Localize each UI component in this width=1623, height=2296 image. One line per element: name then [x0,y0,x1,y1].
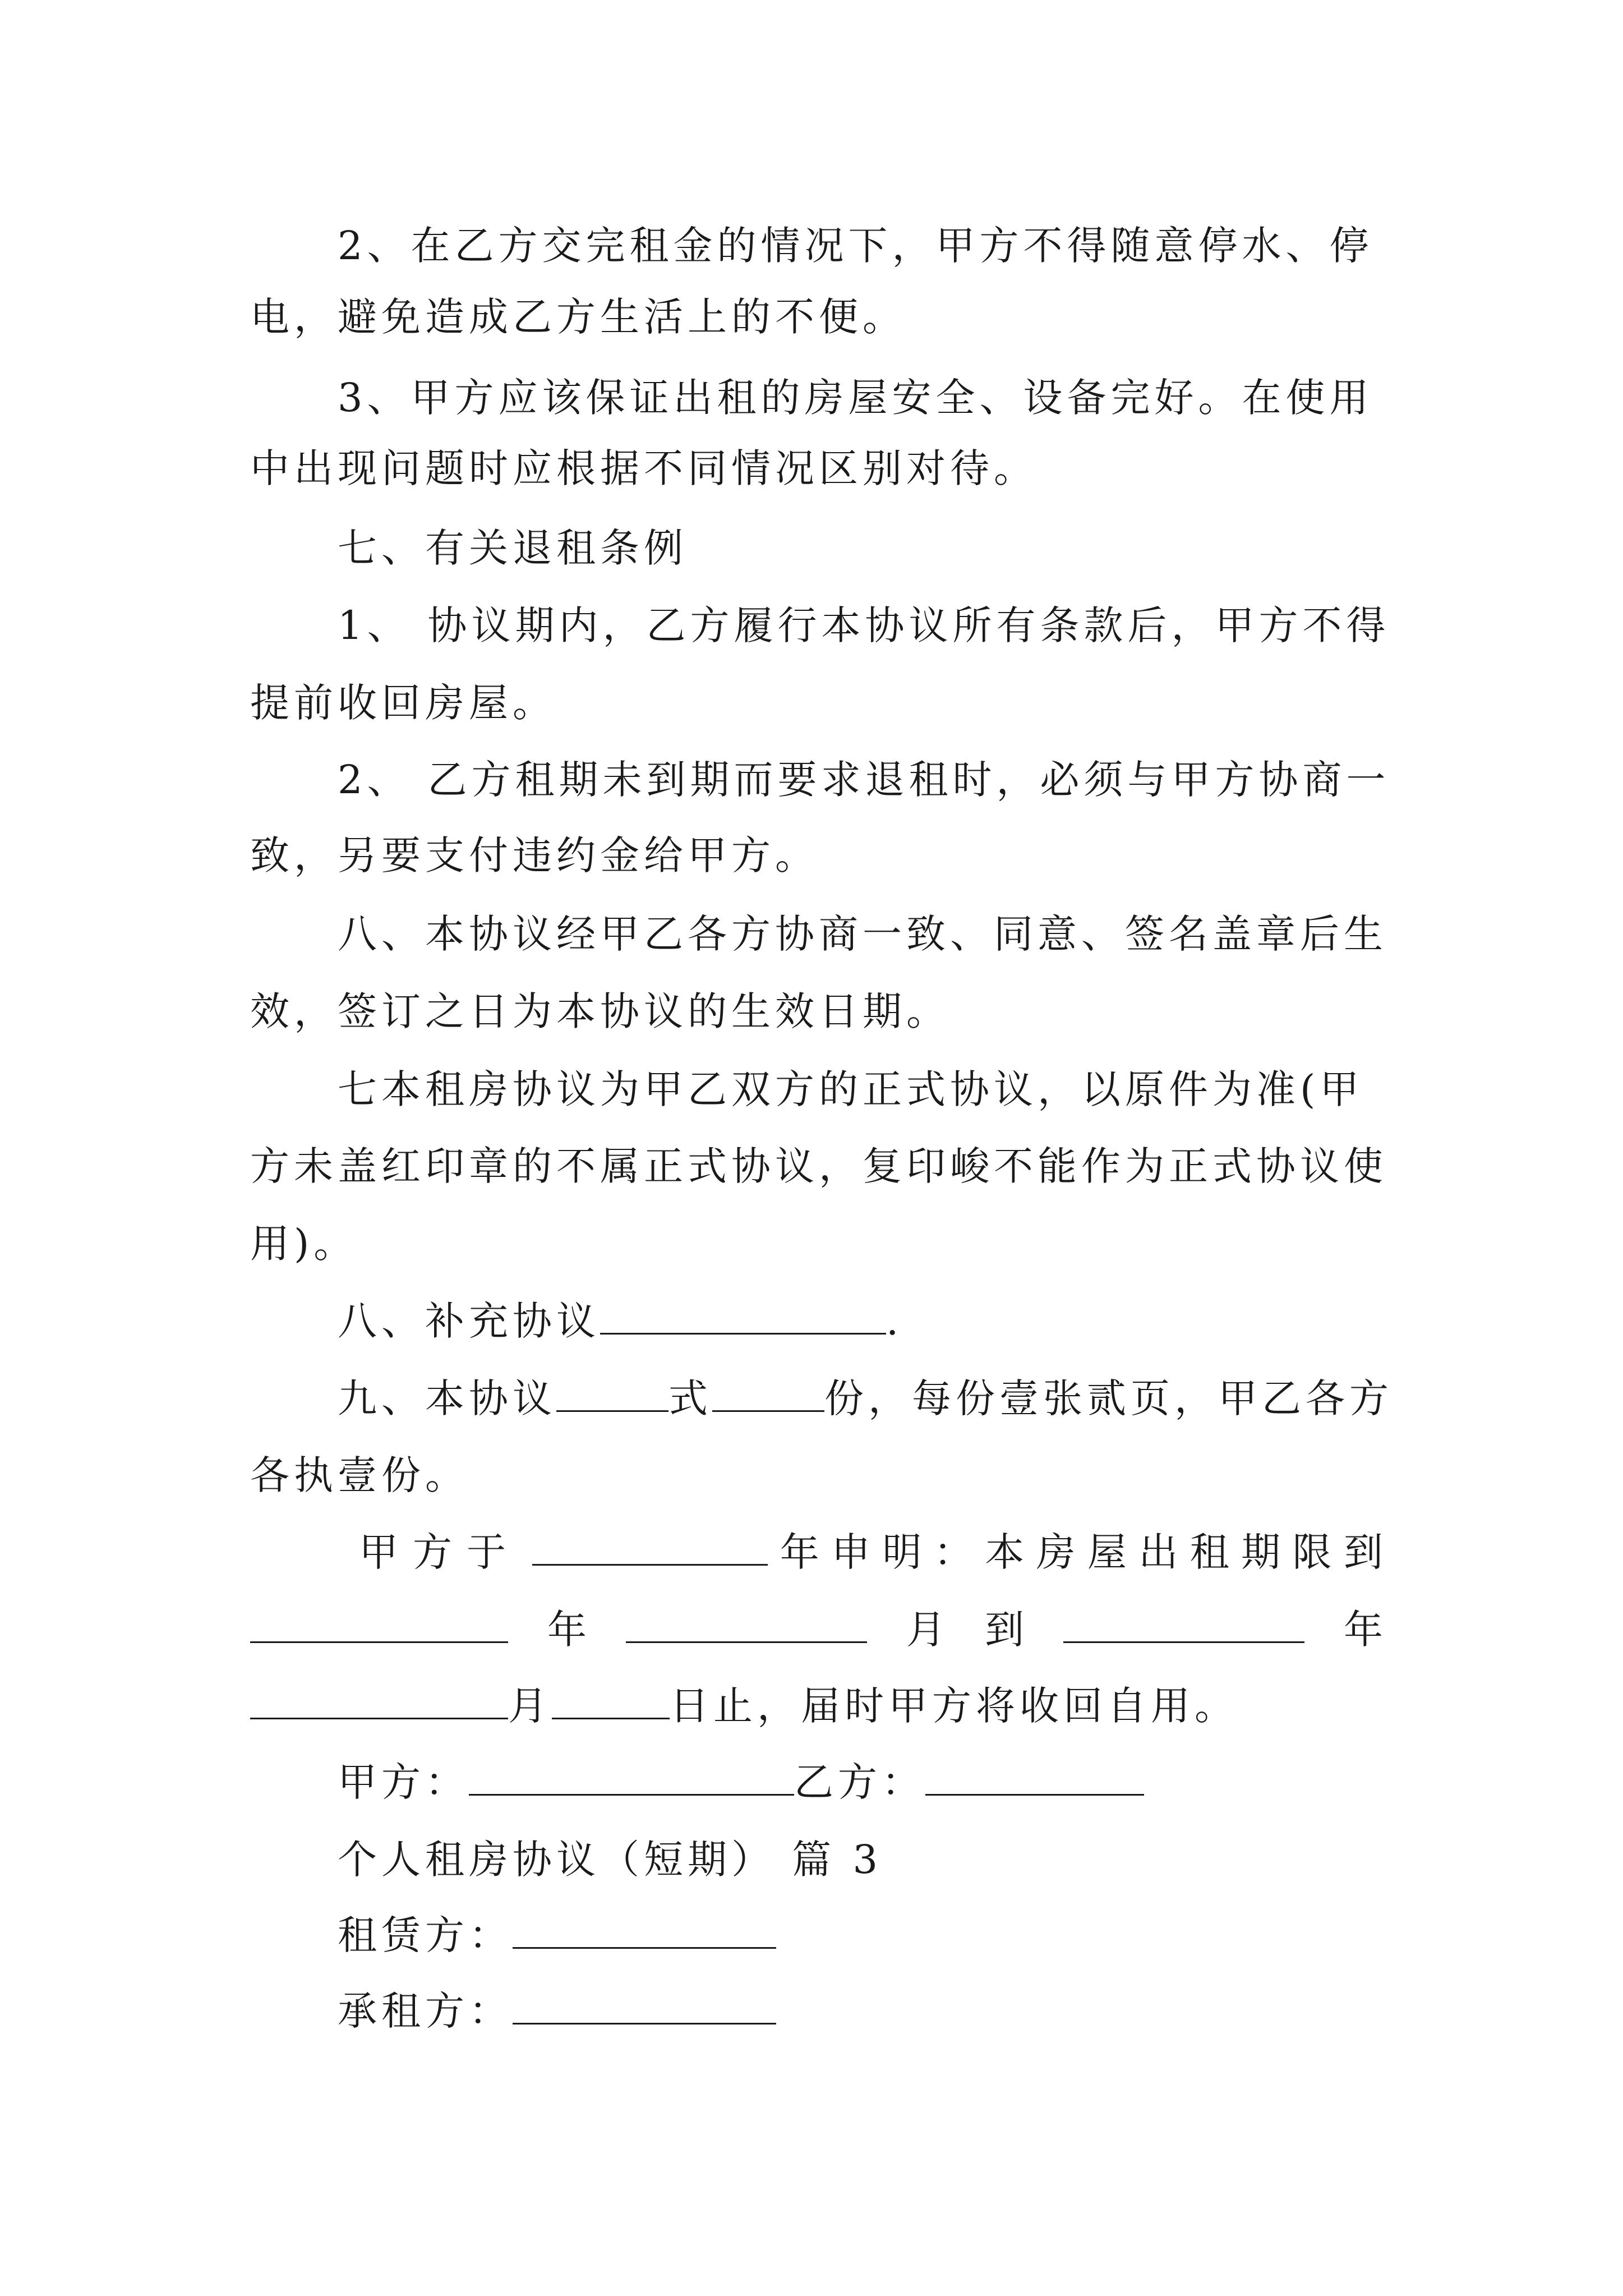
paragraph-line [338,1296,1383,1346]
blank-line [513,1988,776,2024]
blank-line [250,1607,508,1643]
paragraph-line [250,1681,1383,1731]
label-text: 期 [1241,1529,1281,1575]
clause-text: 协议期内，乙方履行本协议所有条款后，甲方不得 [427,602,1390,648]
blank-line [532,1529,768,1566]
paragraph-line: 致，另要支付违约金给甲方。 [250,832,819,878]
party-a-label: 甲方： [338,1759,469,1805]
paragraph-line: 七本租房协议为甲乙双方的正式协议，以原件为准(甲 [338,1066,1364,1112]
label-text: 月 [508,1683,552,1729]
blank-line [552,1683,670,1719]
label-text: 年 [547,1607,587,1653]
paragraph-line: 提前收回房屋。 [250,680,556,726]
paragraph-line [338,754,1390,805]
blank-line [250,1683,508,1719]
label-text: 年 [780,1529,819,1575]
party-b-label: 乙方： [794,1759,925,1805]
blank-line [1063,1607,1304,1643]
label-text: 屋 [1087,1529,1127,1575]
label-text: ： [933,1529,973,1575]
paragraph-line [338,1373,1393,1424]
label-text: 九、本协议 [338,1375,556,1421]
field-line [338,1910,1383,1961]
paragraph-line: 中出现问题时应根据不同情况区别对待。 [250,445,1038,491]
blank-line [513,1912,776,1949]
blank-line [469,1759,794,1796]
label-text: 出 [1138,1529,1178,1575]
paragraph-line: 效，签订之日为本协议的生效日期。 [250,988,950,1034]
paragraph-line [338,600,1390,651]
label-text: 八、补充协议 [338,1298,600,1344]
blank-line [626,1607,867,1643]
justified-line [359,1527,1383,1577]
label-text: 申 [831,1529,871,1575]
blank-line [925,1759,1144,1796]
label-text: 限 [1292,1529,1332,1575]
justified-line [250,1604,1383,1655]
field-line [338,1986,1383,2036]
label-text: . [886,1298,903,1344]
paragraph-line: 各执壹份。 [250,1452,469,1498]
lessor-label: 租赁方： [338,1912,513,1958]
clause-number: 1、 [338,602,411,648]
label-text: 租 [1189,1529,1229,1575]
label-text: 到 [985,1607,1024,1653]
label-text: 房 [1036,1529,1076,1575]
label-text: 甲方于 [359,1529,520,1575]
clause-number: 2、 [338,757,411,803]
section-heading: 七、有关退租条例 [338,525,688,571]
section-title: 个人租房协议（短期） 篇 3 [338,1837,883,1883]
paragraph-line: 八、本协议经甲乙各方协商一致、同意、签名盖章后生 [338,911,1387,957]
clause-text: 乙方租期未到期而要求退租时，必须与甲方协商一 [427,757,1390,803]
label-text: 年 [1344,1607,1383,1653]
blank-line [600,1298,886,1335]
label-text: 到 [1343,1529,1383,1575]
paragraph-line: 3、甲方应该保证出租的房屋安全、设备完好。在使用 [338,375,1373,421]
blank-line [556,1375,668,1412]
paragraph-line: 电，避免造成乙方生活上的不便。 [250,294,906,340]
paragraph-line: 方未盖红印章的不属正式协议，复印峻不能作为正式协议使 [250,1143,1387,1189]
signature-line [338,1757,1383,1807]
label-text: 份，每份壹张贰页，甲乙各方 [824,1375,1393,1421]
paragraph-line: 用)。 [250,1221,358,1267]
label-text: 式 [668,1375,712,1421]
label-text: 本 [985,1529,1025,1575]
label-text: 明 [882,1529,922,1575]
lessee-label: 承租方： [338,1988,513,2034]
label-text: 月 [906,1607,946,1653]
label-text: 日止，届时甲方将收回自用。 [670,1683,1238,1729]
paragraph-line: 2、在乙方交完租金的情况下，甲方不得随意停水、停 [338,223,1373,269]
blank-line [712,1375,824,1412]
